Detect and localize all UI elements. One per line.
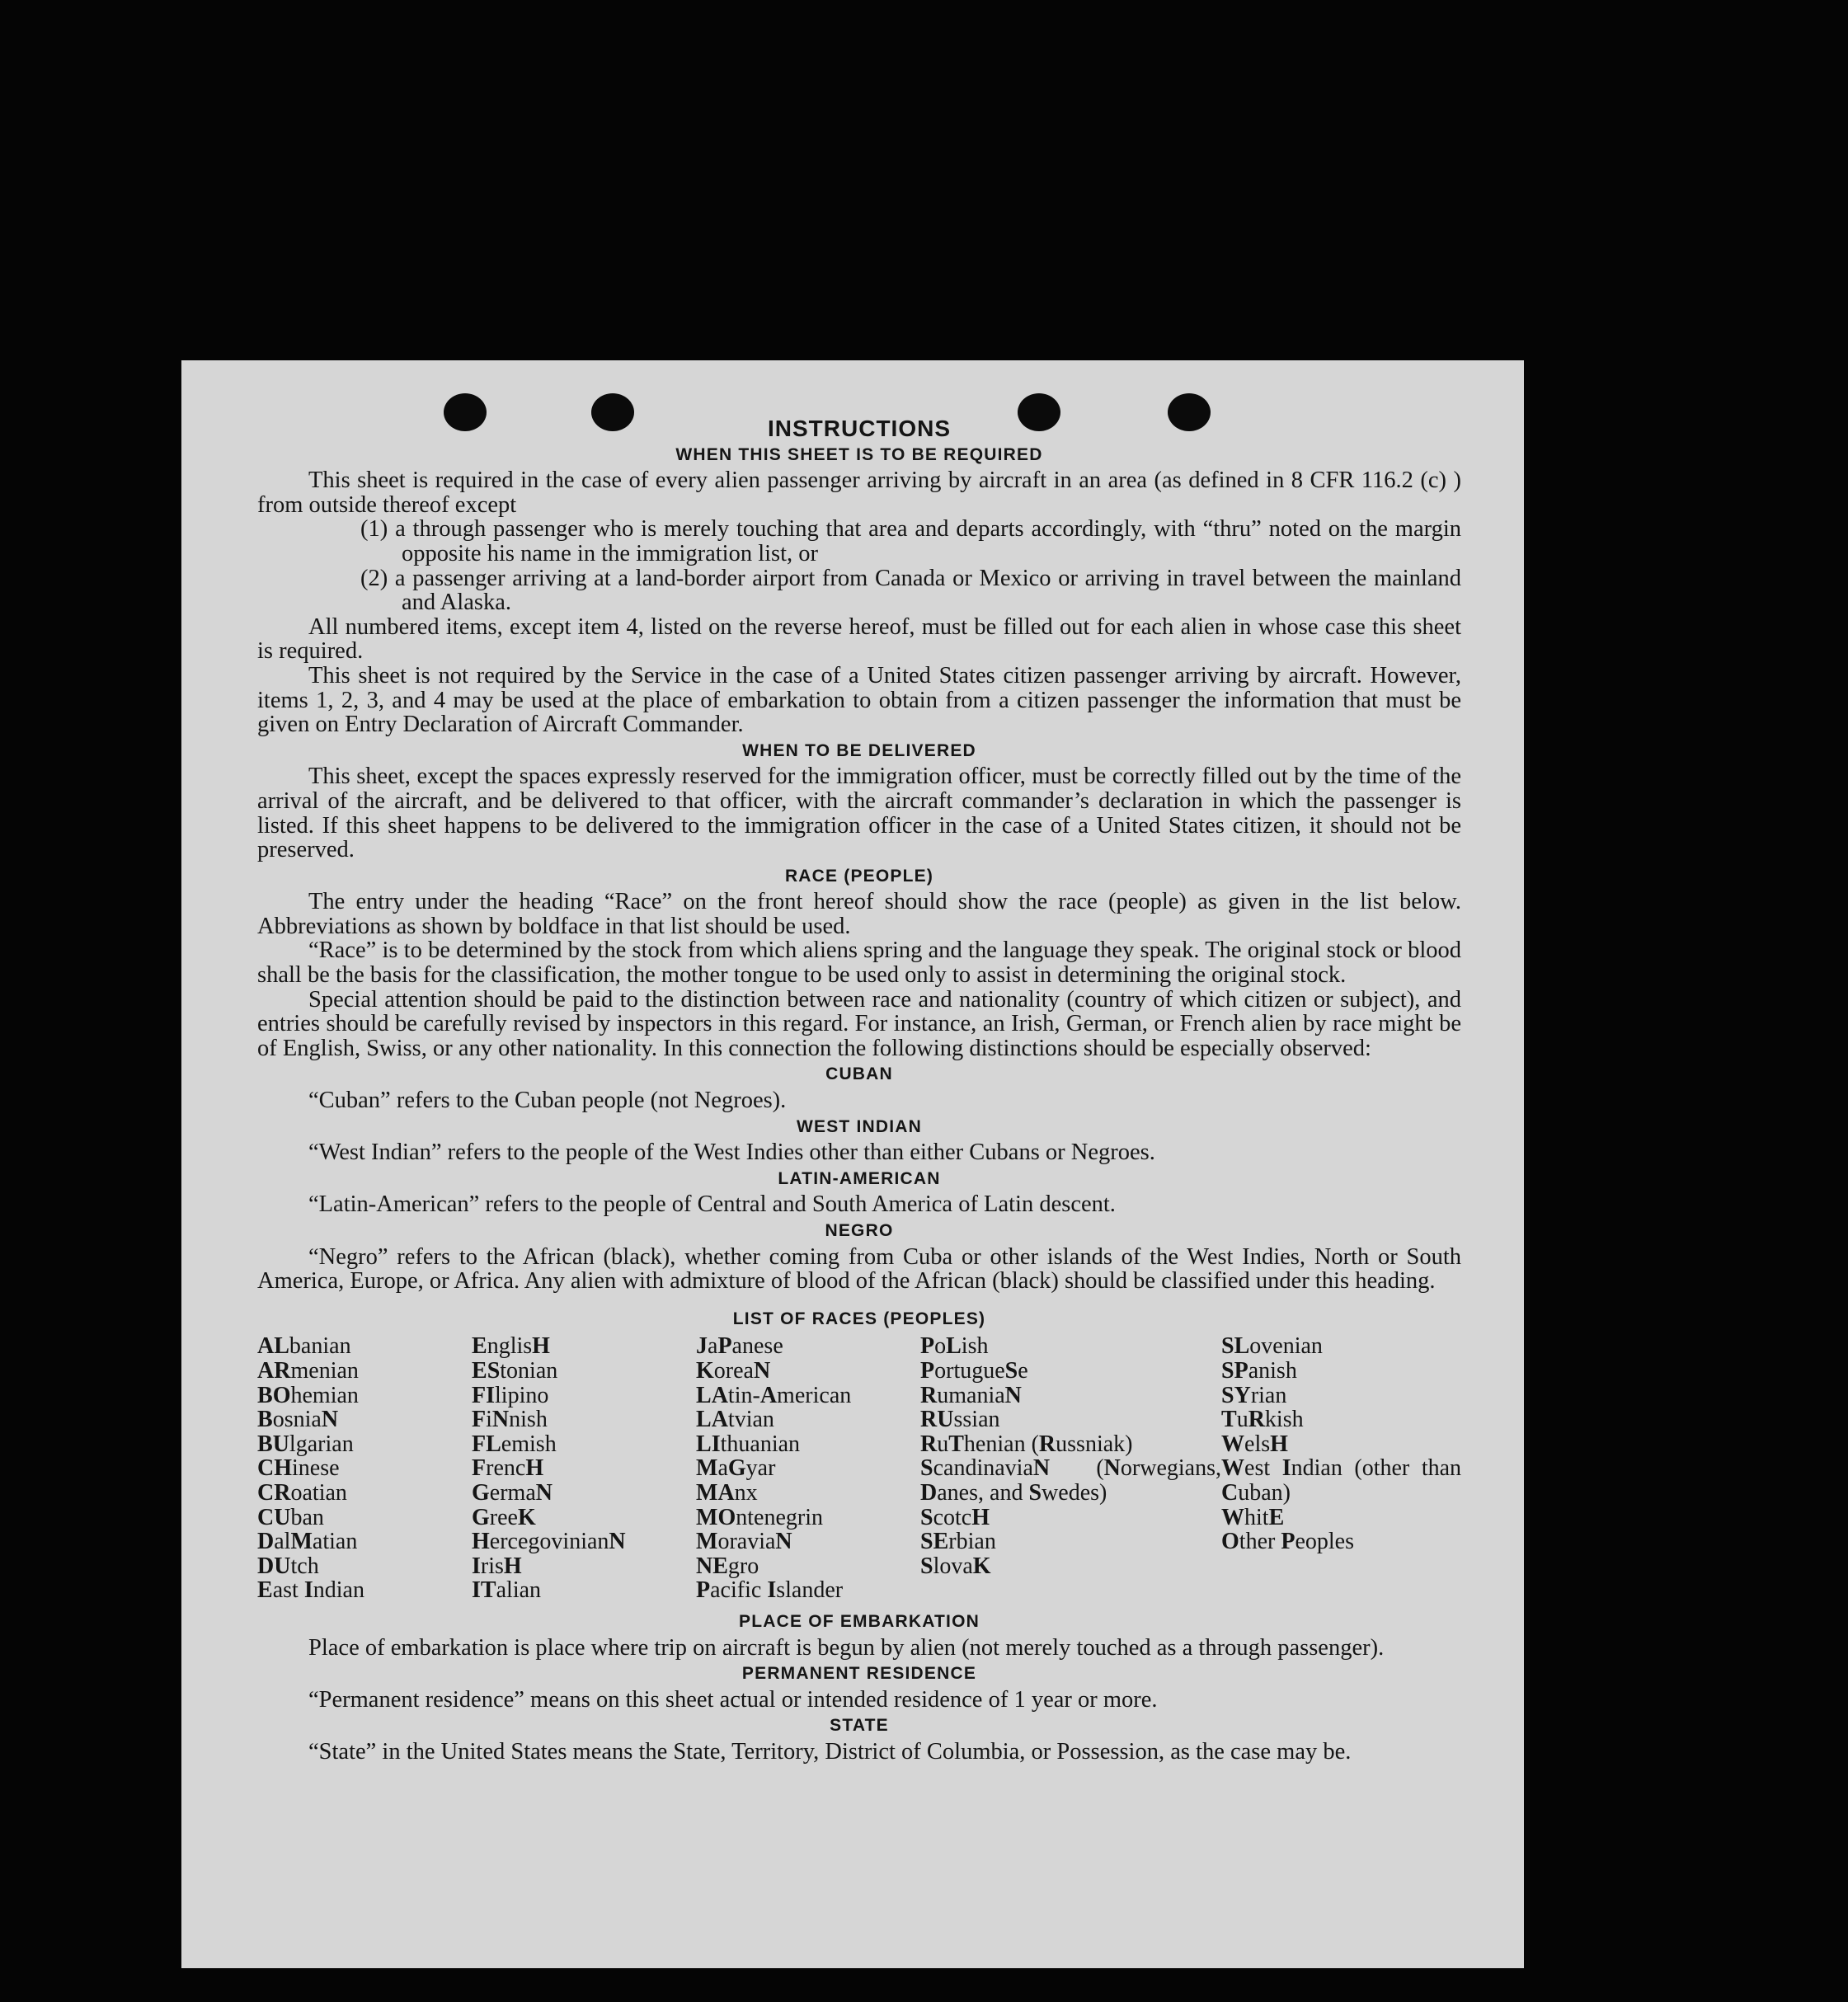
race-entry: FLemish bbox=[472, 1431, 557, 1457]
section-heading: WEST INDIAN bbox=[796, 1116, 923, 1136]
race-entry: ScotcH bbox=[920, 1504, 990, 1530]
race-entry: PortugueSe bbox=[920, 1357, 1028, 1384]
section-heading: LATIN-AMERICAN bbox=[778, 1168, 941, 1188]
page-title: INSTRUCTIONS bbox=[768, 416, 951, 441]
race-entry: LAtin-American bbox=[696, 1382, 852, 1408]
document-sheet bbox=[181, 360, 1524, 1968]
race-entry: HercegovinianN bbox=[472, 1529, 626, 1555]
race-entry: BUlgarian bbox=[257, 1431, 354, 1457]
race-entry: Pacific Islander bbox=[696, 1577, 844, 1604]
race-entry: WhitE bbox=[1221, 1504, 1285, 1530]
race-entry: FiNnish bbox=[472, 1407, 548, 1433]
race-entry: MaGyar bbox=[696, 1455, 776, 1482]
race-entry: CUban bbox=[257, 1504, 324, 1530]
races-column bbox=[257, 1334, 472, 1603]
instructions-text bbox=[257, 416, 1461, 1764]
race-entry: MoraviaN bbox=[696, 1529, 792, 1555]
races-column bbox=[696, 1334, 920, 1603]
race-entry: RumaniaN bbox=[920, 1382, 1022, 1408]
race-entry: WelsH bbox=[1221, 1431, 1288, 1457]
section-heading: LIST OF RACES (PEOPLES) bbox=[732, 1309, 986, 1328]
race-entry: IrisH bbox=[472, 1553, 522, 1579]
race-entry: ARmenian bbox=[257, 1357, 359, 1384]
section-heading: WHEN TO BE DELIVERED bbox=[742, 740, 976, 760]
paragraph: “Latin-American” refers to the people of Central and South America of Latin descent. bbox=[308, 1191, 1116, 1218]
paragraph: This sheet is not required by the Service in the case of a United States citizen passenger arriving by aircraft. However, items 1, 2, 3, and 4 may be used at the place of embarkation to obtain from a citizen passenger the information that must be given on Entry Declaration of Aircraft Commander. bbox=[257, 662, 1461, 738]
race-entry: RuThenian (Russniak) bbox=[920, 1431, 1133, 1457]
paragraph: This sheet is required in the case of every alien passenger arriving by aircraft in an area (as defined in 8 CFR 116.2 (c) ) from outside thereof except bbox=[257, 468, 1461, 518]
paragraph: All numbered items, except item 4, listed on the reverse hereof, must be filled out for each alien in whose case this sheet is required. bbox=[257, 613, 1461, 665]
race-entry: SYrian bbox=[1221, 1382, 1287, 1408]
race-entry: FIlipino bbox=[472, 1382, 549, 1408]
race-entry: ITalian bbox=[472, 1577, 542, 1604]
race-entry: EnglisH bbox=[472, 1333, 550, 1360]
races-list bbox=[257, 1334, 1461, 1603]
race-entry: MOntenegrin bbox=[696, 1504, 823, 1530]
paragraph: “State” in the United States means the State, Territory, District of Columbia, or Possession, as the case may be. bbox=[308, 1738, 1352, 1765]
paragraph: “Race” is to be determined by the stock from which aliens spring and the language they speak. The original stock or blood shall be the basis for the classification, the mother tongue to be used only to assist in determining the original stock. bbox=[257, 938, 1461, 989]
section-heading: CUBAN bbox=[825, 1064, 893, 1084]
race-entry: RUssian bbox=[920, 1407, 1000, 1433]
race-entry: CHinese bbox=[257, 1455, 340, 1482]
race-entry: MAnx bbox=[696, 1479, 758, 1506]
races-column bbox=[1221, 1334, 1461, 1603]
paragraph: “Permanent residence” means on this sheet actual or intended residence of 1 year or more. bbox=[308, 1686, 1158, 1713]
paragraph: This sheet, except the spaces expressly reserved for the immigration officer, must be correctly filled out by the time of the arrival of the aircraft, and be delivered to that officer, with the aircraft commander’s declaration in which the passenger is listed. If this sheet happens to be delivered to the immigration officer in the case of a United States citizen, it should not be preserved. bbox=[257, 764, 1461, 863]
section-heading: WHEN THIS SHEET IS TO BE REQUIRED bbox=[675, 444, 1043, 464]
race-entry: East Indian bbox=[257, 1577, 364, 1604]
race-entry: LIthuanian bbox=[696, 1431, 801, 1457]
paragraph: The entry under the heading “Race” on the front hereof should show the race (people) as given in the list below. Abbreviations as shown by boldface in that list should be used. bbox=[257, 889, 1461, 939]
list-item: (1) a through passenger who is merely touching that area and departs accordingly, with “thru” noted on the margin opposite his name in the immigration list, or bbox=[360, 516, 1461, 566]
race-entry: CRoatian bbox=[257, 1479, 347, 1506]
race-entry: GreeK bbox=[472, 1504, 536, 1530]
paragraph: “Cuban” refers to the Cuban people (not Negroes). bbox=[308, 1088, 787, 1114]
section-heading: RACE (PEOPLE) bbox=[784, 866, 934, 886]
race-entry: JaPanese bbox=[696, 1333, 783, 1360]
race-entry: SlovaK bbox=[920, 1553, 991, 1579]
race-entry: SPanish bbox=[1221, 1357, 1297, 1384]
section-heading: PERMANENT RESIDENCE bbox=[741, 1664, 977, 1684]
races-column bbox=[472, 1334, 696, 1603]
race-entry: TuRkish bbox=[1221, 1407, 1304, 1433]
race-entry: SErbian bbox=[920, 1529, 996, 1555]
race-entry: FrencH bbox=[472, 1455, 544, 1482]
race-entry: West Indian (other than Cuban) bbox=[1221, 1455, 1462, 1506]
race-entry: NEgro bbox=[696, 1553, 759, 1579]
race-entry: SLovenian bbox=[1221, 1333, 1323, 1360]
section-heading: NEGRO bbox=[825, 1221, 894, 1240]
race-entry: LAtvian bbox=[696, 1407, 774, 1433]
race-entry: BosniaN bbox=[257, 1407, 339, 1433]
race-entry: GermaN bbox=[472, 1479, 553, 1506]
section-heading: PLACE OF EMBARKATION bbox=[739, 1611, 980, 1631]
race-entry: ALbanian bbox=[257, 1333, 351, 1360]
section-heading: STATE bbox=[830, 1716, 889, 1736]
race-entry: KoreaN bbox=[696, 1357, 771, 1384]
paragraph: “Negro” refers to the African (black), whether coming from Cuba or other islands of the West Indies, North or South America, Europe, or Africa. Any alien with admixture of blood of the African (black) should be classified under this heading. bbox=[257, 1243, 1461, 1295]
races-column bbox=[920, 1334, 1221, 1603]
list-item: (2) a passenger arriving at a land-border airport from Canada or Mexico or arriving in travel between the mainland and Alaska. bbox=[360, 565, 1461, 616]
paragraph: Place of embarkation is place where trip on aircraft is begun by alien (not merely touched as a through passenger). bbox=[308, 1634, 1385, 1661]
race-entry: Other Peoples bbox=[1221, 1529, 1354, 1555]
race-entry: EStonian bbox=[472, 1357, 558, 1384]
race-entry: DalMatian bbox=[257, 1529, 358, 1555]
race-entry: PoLish bbox=[920, 1333, 989, 1360]
race-entry: BOhemian bbox=[257, 1382, 359, 1408]
paragraph: “West Indian” refers to the people of the West Indies other than either Cubans or Negroes. bbox=[308, 1140, 1155, 1166]
race-entry: ScandinaviaN (Norwegians, Danes, and Swedes) bbox=[920, 1455, 1221, 1506]
race-entry: DUtch bbox=[257, 1553, 319, 1579]
paragraph: Special attention should be paid to the distinction between race and nationality (country of which citizen or subject), and entries should be carefully revised by inspectors in this regard. For instance, an Irish, German, or French alien by race might be of English, Swiss, or any other nationality. In this connection the following distinctions should be especially observed: bbox=[257, 986, 1461, 1061]
